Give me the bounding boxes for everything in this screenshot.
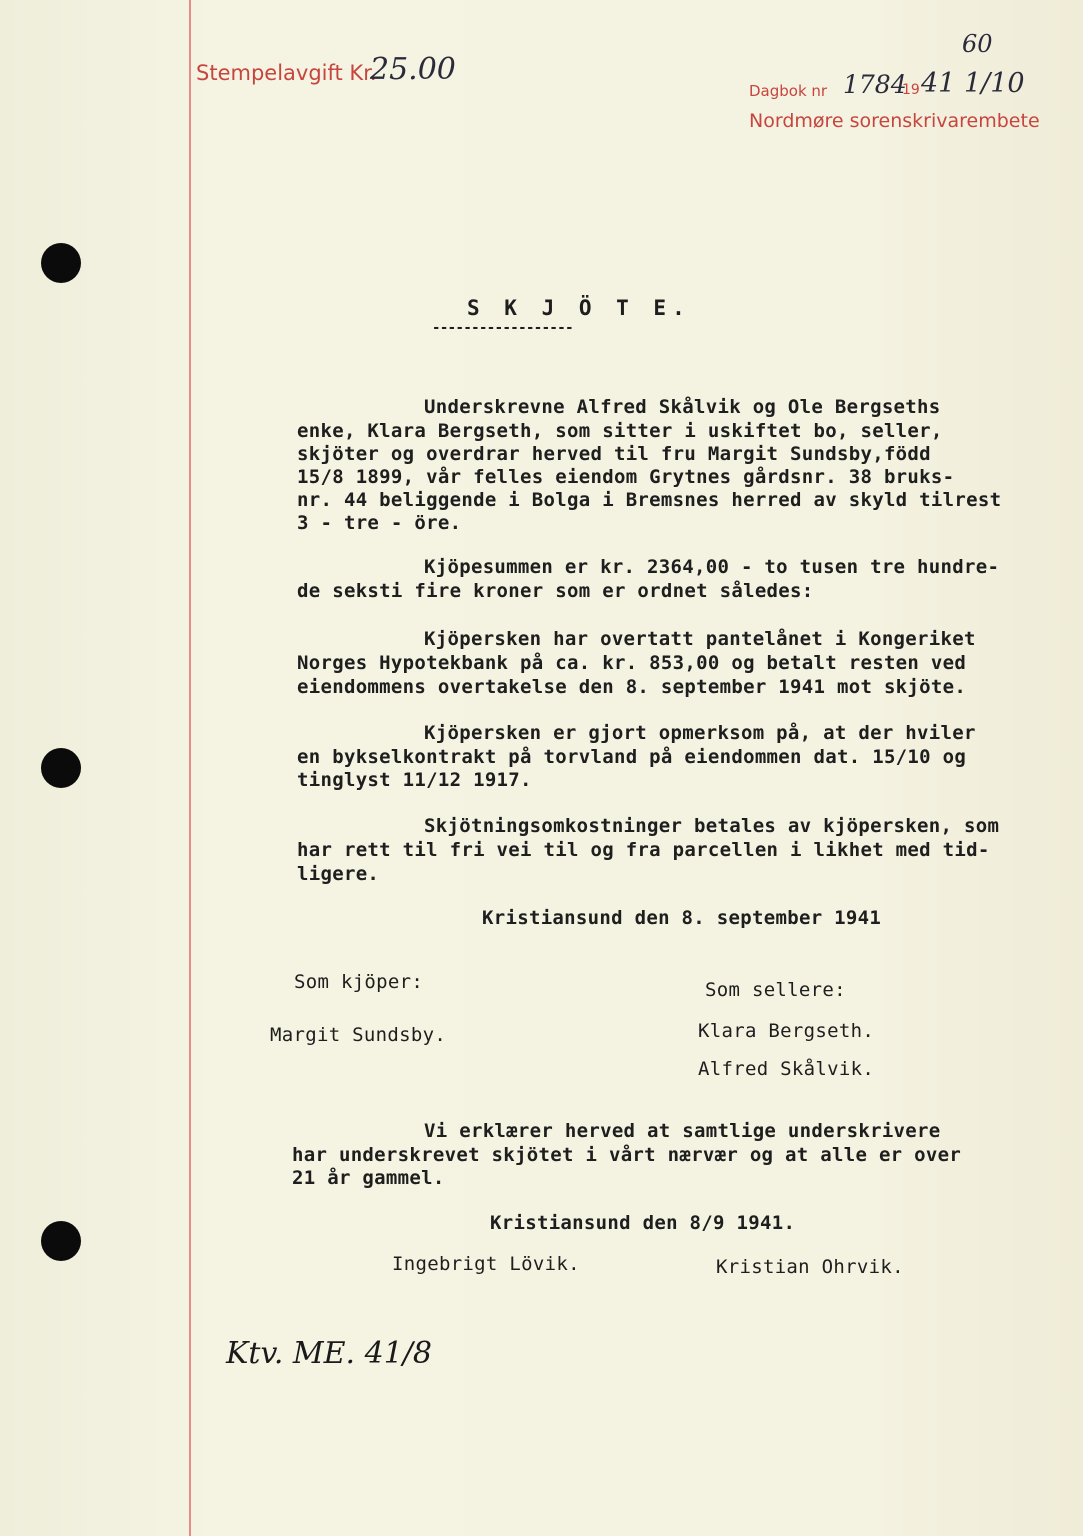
text-line: 3 - tre - öre.	[297, 512, 462, 534]
text-line: eiendommens overtakelse den 8. september 1941 mot skjöte.	[297, 676, 967, 698]
text-line: 21 år gammel.	[292, 1167, 445, 1189]
punch-hole	[41, 243, 81, 283]
journal-year-prefix: 19	[902, 82, 920, 98]
stamp-tax-label: Stempelavgift Kr.	[196, 61, 377, 85]
text-line: Vi erklærer herved at samtlige underskrivere	[424, 1120, 941, 1142]
witness-name: Kristian Ohrvik.	[716, 1256, 904, 1278]
text-line: skjöter og overdrar herved til fru Margit Sundsby,född	[297, 443, 931, 465]
journal-date: 41 1/10	[921, 68, 1025, 99]
text-line: enke, Klara Bergseth, som sitter i uskiftet bo, seller,	[297, 420, 943, 442]
footer-note: Ktv. ME. 41/8	[226, 1336, 432, 1371]
title-underline: ------------------	[432, 320, 573, 336]
page-number: 60	[962, 30, 993, 58]
text-line: tinglyst 11/12 1917.	[297, 769, 532, 791]
stamp-tax-amount: 25.00	[370, 52, 456, 87]
text-line: en bykselkontrakt på torvland på eiendommen dat. 15/10 og	[297, 746, 967, 768]
text-line: nr. 44 beliggende i Bolga i Bremsnes herred av skyld tilrest	[297, 489, 1002, 511]
punch-hole	[41, 748, 81, 788]
buyer-label: Som kjöper:	[294, 971, 424, 993]
document-title: S K J Ö T E.	[467, 296, 691, 320]
witness-name: Ingebrigt Lövik.	[392, 1253, 580, 1275]
text-line: Skjötningsomkostninger betales av kjöpersken, som	[424, 815, 1000, 837]
sellers-label: Som sellere:	[705, 979, 846, 1001]
journal-number: 1784	[843, 70, 907, 99]
punch-hole	[41, 1221, 81, 1261]
text-line: har rett til fri vei til og fra parcellen i likhet med tid-	[297, 839, 990, 861]
place-date: Kristiansund den 8. september 1941	[482, 907, 882, 929]
text-line: Kjöpesummen er kr. 2364,00 - to tusen tre hundre-	[424, 556, 1000, 578]
office-stamp: Nordmøre sorenskrivarembete	[749, 110, 1040, 132]
text-line: de seksti fire kroner som er ordnet således:	[297, 580, 814, 602]
text-line: ligere.	[297, 863, 380, 885]
text-line: Underskrevne Alfred Skålvik og Ole Bergseths	[424, 396, 941, 418]
margin-line	[189, 0, 191, 1536]
place-date: Kristiansund den 8/9 1941.	[490, 1212, 796, 1234]
text-line: Kjöpersken har overtatt pantelånet i Kongeriket	[424, 628, 976, 650]
buyer-name: Margit Sundsby.	[270, 1024, 447, 1046]
text-line: har underskrevet skjötet i vårt nærvær og at alle er over	[292, 1144, 962, 1166]
seller-name: Klara Bergseth.	[698, 1020, 875, 1042]
seller-name: Alfred Skålvik.	[698, 1058, 875, 1080]
text-line: Norges Hypotekbank på ca. kr. 853,00 og betalt resten ved	[297, 652, 967, 674]
journal-label: Dagbok nr	[749, 82, 828, 100]
text-line: Kjöpersken er gjort opmerksom på, at der hviler	[424, 722, 976, 744]
text-line: 15/8 1899, vår felles eiendom Grytnes gårdsnr. 38 bruks-	[297, 466, 955, 488]
